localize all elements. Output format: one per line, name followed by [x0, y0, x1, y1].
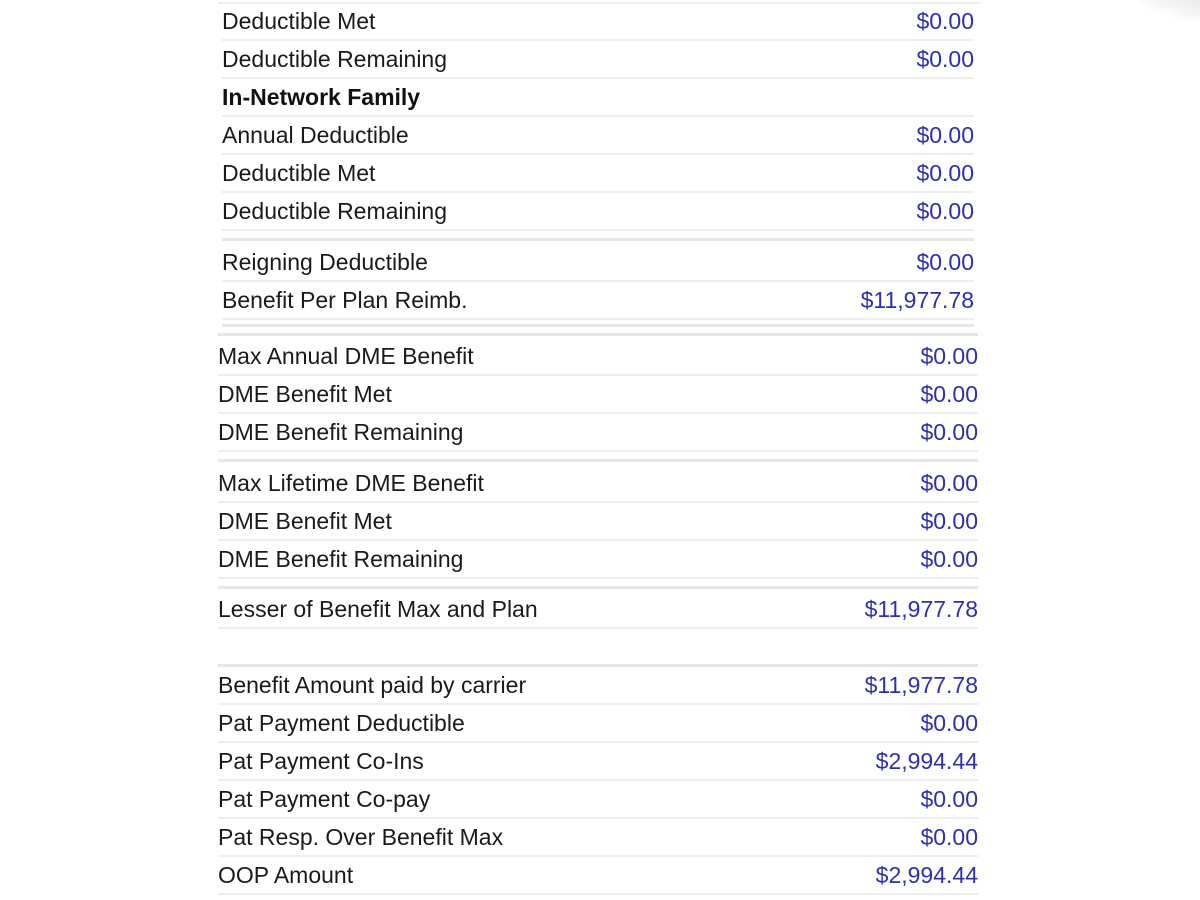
row-label: DME Benefit Remaining — [218, 545, 464, 572]
row-amount: $0.00 — [916, 45, 974, 72]
row-annual-deductible — [222, 117, 974, 155]
row-amount: $2,994.44 — [875, 861, 978, 888]
row-label: DME Benefit Met — [218, 380, 392, 407]
row-amount: $0.00 — [920, 545, 978, 572]
row-max-lifetime-dme-benefit — [218, 465, 978, 503]
row-amount: $0.00 — [920, 785, 978, 812]
row-amount: $11,977.78 — [864, 595, 978, 622]
row-amount: $0.00 — [920, 342, 978, 369]
row-amount: $0.00 — [916, 121, 974, 148]
row-pat-payment-co-ins — [218, 743, 978, 781]
row-label: Pat Resp. Over Benefit Max — [218, 823, 504, 850]
row-label: Annual Deductible — [222, 121, 409, 148]
row-pat-payment-co-pay — [218, 781, 978, 819]
row-pat-payment-deductible — [218, 705, 978, 743]
section-divider — [218, 586, 978, 589]
row-deductible-remaining — [222, 193, 974, 231]
row-dme-benefit-met — [218, 503, 978, 541]
row-benefit-amount-paid-by-carrier — [218, 667, 978, 705]
section-divider — [218, 459, 978, 462]
row-amount: $0.00 — [920, 418, 978, 445]
row-amount: $11,977.78 — [860, 286, 974, 313]
row-oop-amount — [218, 857, 978, 895]
row-amount: $0.00 — [920, 380, 978, 407]
section-divider — [218, 333, 978, 336]
row-label: Pat Payment Co-Ins — [218, 747, 424, 774]
row-label: Benefit Per Plan Reimb. — [222, 286, 468, 313]
row-label: Lesser of Benefit Max and Plan — [218, 595, 538, 622]
row-deductible-remaining — [222, 41, 974, 79]
row-label: Reigning Deductible — [222, 248, 428, 275]
row-amount: $0.00 — [920, 469, 978, 496]
row-amount: $0.00 — [920, 507, 978, 534]
row-amount: $11,977.78 — [864, 671, 978, 698]
row-max-annual-dme-benefit — [218, 338, 978, 376]
row-pat-resp-over-benefit-max — [218, 819, 978, 857]
row-amount: $0.00 — [916, 197, 974, 224]
row-lesser-of-benefit-max-and-plan — [218, 591, 978, 629]
row-benefit-per-plan-reimb — [222, 282, 974, 320]
row-amount: $0.00 — [916, 7, 974, 34]
row-reigning-deductible — [222, 244, 974, 282]
section-heading-label: In-Network Family — [222, 83, 421, 110]
family-section-heading — [222, 79, 974, 117]
row-label: Deductible Met — [222, 7, 376, 34]
row-label: Deductible Remaining — [222, 45, 448, 72]
row-deductible-met — [222, 3, 974, 41]
row-dme-benefit-met — [218, 376, 978, 414]
row-amount: $0.00 — [916, 248, 974, 275]
row-dme-benefit-remaining — [218, 541, 978, 579]
row-label: OOP Amount — [218, 861, 354, 888]
row-label: Deductible Remaining — [222, 197, 448, 224]
row-label: Max Annual DME Benefit — [218, 342, 474, 369]
row-label: Deductible Met — [222, 159, 376, 186]
row-dme-benefit-remaining — [218, 414, 978, 452]
row-amount: $2,994.44 — [875, 747, 978, 774]
row-amount: $0.00 — [920, 709, 978, 736]
row-amount: $0.00 — [920, 823, 978, 850]
row-label: DME Benefit Met — [218, 507, 392, 534]
section-divider — [222, 324, 974, 327]
row-label: Benefit Amount paid by carrier — [218, 671, 527, 698]
row-label: Pat Payment Co-pay — [218, 785, 431, 812]
row-amount: $0.00 — [916, 159, 974, 186]
row-label: Max Lifetime DME Benefit — [218, 469, 484, 496]
section-divider — [222, 238, 974, 241]
row-label: Pat Payment Deductible — [218, 709, 465, 736]
row-label: DME Benefit Remaining — [218, 418, 464, 445]
row-deductible-met — [222, 155, 974, 193]
